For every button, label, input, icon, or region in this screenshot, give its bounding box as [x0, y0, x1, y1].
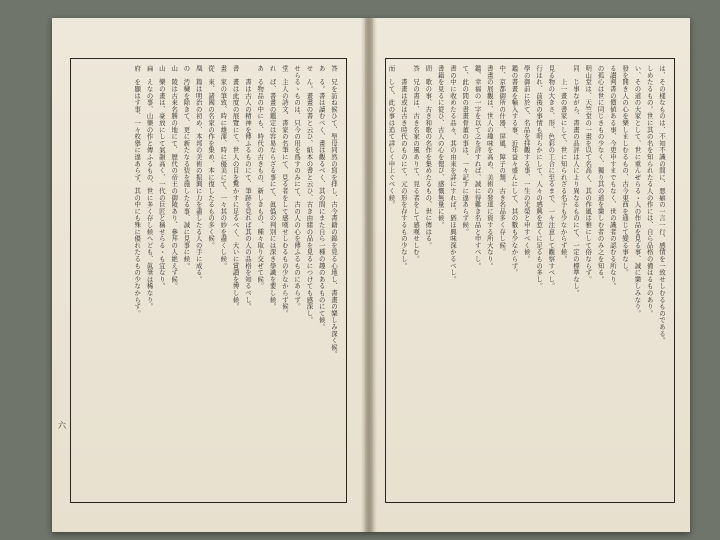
- text-column: 鑑、幸福の一字を以て之を評すれば、誠に得難き名品と申すべし。: [473, 65, 482, 269]
- text-column: 畫 家の筆致、時に雄渾、時に優美にて、一々其の妙を盡くし候。: [219, 65, 228, 269]
- text-column: 山 陵は古來名勝の地にて、歴代の帝王の御陵あり、參拜の人絶えず候。: [170, 65, 179, 290]
- left-page: [52, 18, 365, 532]
- text-column: い、その道の大家として、世に重んぜらるゝ人の作品を見る事、誠に樂しみなり。: [633, 65, 642, 317]
- page-number: 六: [58, 421, 66, 430]
- text-column: 學の御前に於て、名品を拝觀する事、一生の光榮と申すべく候。: [522, 65, 531, 263]
- text-column: 答 兄の書は、古き名家の風ありて、見る者をして感嘆せしむ。: [412, 65, 421, 263]
- text-column: 山 樂の畫は、豪放にして氣韻高く、一代の巨匠と稱せらるゝも宜なり。: [157, 65, 166, 290]
- text-column: 堂 主人の詩文、書家の名筆にて、見る者をして感嘆せしむるもの少なからず候。: [280, 65, 289, 317]
- text-column: て、此の間の書畫骨董の事は、一々記すに遑あらず候。: [461, 65, 470, 235]
- text-column: 從 來、諸國の名家の作を集め、本に復したるもの多く候。: [207, 65, 216, 249]
- text-column: 書畫は或は古き時代のものにて、元の形を存するもの少なし。: [399, 65, 408, 269]
- right-page: [373, 18, 690, 532]
- text-column: 問 歌の事、古き和歌の名作を集めたるもの、世に傳はる。: [424, 65, 433, 249]
- text-column: の孤心は世に同じきもの少なく、獨り其の道を樂しむ者のみ之を知る。: [596, 65, 605, 283]
- text-column: 發を開き人の心を樂しましむるもの、古今東西を通じて變る事なし。: [621, 65, 630, 276]
- text-column: 中、京都御所の什器、屏風、障子の類、古き名品多く存し候。: [498, 65, 507, 256]
- text-column: しめたるもの。世に其の名を知られたる人の作には、自ら品格の備はるものあり。: [645, 65, 654, 317]
- text-column: 書籍を見るに從ひ、古人の心を偲び、感慨無量に候。: [436, 65, 445, 229]
- left-page-text: [77, 65, 340, 496]
- text-column: れ ば、書畫の鑑定は容易ならざる事にて、眞僞の判別には深き學識を要し候。: [268, 65, 277, 310]
- right-page-text: [387, 65, 668, 496]
- text-column: 書の中に收めたる品々、其の由來を詳にすれば、猶ほ興味深かるべし。: [448, 65, 457, 283]
- text-column: る讃判書の價値ある事、今更申すまでもなく、世の識者の認むる所なり。: [608, 65, 617, 290]
- text-column: は、その樣なものは、不知不識の間に、悪癖の一言一行、感情を一致せしむるものである。: [658, 65, 666, 344]
- text-column: せ ん。畫畫の書と云ひ、紙本の書と云ひ、古き由緒の品を見るにつけても感深し。: [305, 65, 314, 324]
- right-page-frame: [385, 58, 675, 503]
- text-column: あ る。書は讀むべく、畫は觀るべく、其の間にまた自ら一種の趣のあるものにて候。: [317, 65, 326, 331]
- text-column: 扁 えなの事、山樂の作と傳ふるもの、世に多く存し候へども、眞筆は稀なり。: [145, 65, 154, 310]
- left-page-frame: [70, 58, 347, 503]
- text-column: 行はれ、前後の事情も明らかにして、人々の感興を惹くに足るもの多し。: [535, 65, 544, 290]
- text-column: せらるゝものは、只今の用を爲すのみにて、古の人の心を傳ふるものにあらず。: [293, 65, 302, 310]
- text-column: 上一畫の書家にして、世に知られざる名手も少なからず候。: [559, 65, 568, 263]
- text-column: 而 して、此の事は追て詳しく申上ぐべく候。: [387, 65, 396, 208]
- text-column: の 汚穢を除きて、更に新たなる装を施したる事、誠に見事に候。: [182, 65, 191, 269]
- text-column: 鑑の書畫を輸入する事、近年益々盛んにして、其の數も少なからず。: [510, 65, 519, 276]
- text-column: 答 兄を訪ね候ひて、聖母同然の寫を拝し、古今書籍の錦を見る心地し、書畫の樂しみ深く候。: [330, 65, 338, 358]
- text-column: あ る物品の中にも、時代の古きもの、新しきもの、種々取り交ぜて候。: [256, 65, 265, 290]
- text-column: 明山堂は、天竺堂の一畫を以て名高く、其の作風は雅にして俗ならず。: [584, 65, 593, 283]
- text-column: 凰 篇は明治の初め、本邦の美術の振興に力を盡したる人の手に成る。: [194, 65, 203, 283]
- text-column: 府 を顯はす事、一々枚擧に遑あらず、其の中にも殊に優れたるもの少なからず。: [133, 65, 142, 317]
- open-book: [52, 18, 690, 532]
- text-column: 書は古人の精神を傳ふるものにて、筆跡を見れば其の人の品格を知るべし。: [243, 65, 252, 310]
- text-column: 書畫の展觀は、世人の趣味を高め、美術の發達に資する所大なり。: [485, 65, 494, 269]
- book-gutter: [361, 18, 377, 532]
- text-column: 見る物の大きさ、形、色彩の工合に至るまで、一々注意して觀察すべし。: [547, 65, 556, 290]
- text-column: 書 畫は此度の展覽にて、世人の目を驚かすに足るべく、大いに賞讃を博し候。: [231, 65, 240, 310]
- text-column: 同 じ事ながら、書畫の品評は人により異なるものにて、一定の標準なし。: [571, 65, 580, 297]
